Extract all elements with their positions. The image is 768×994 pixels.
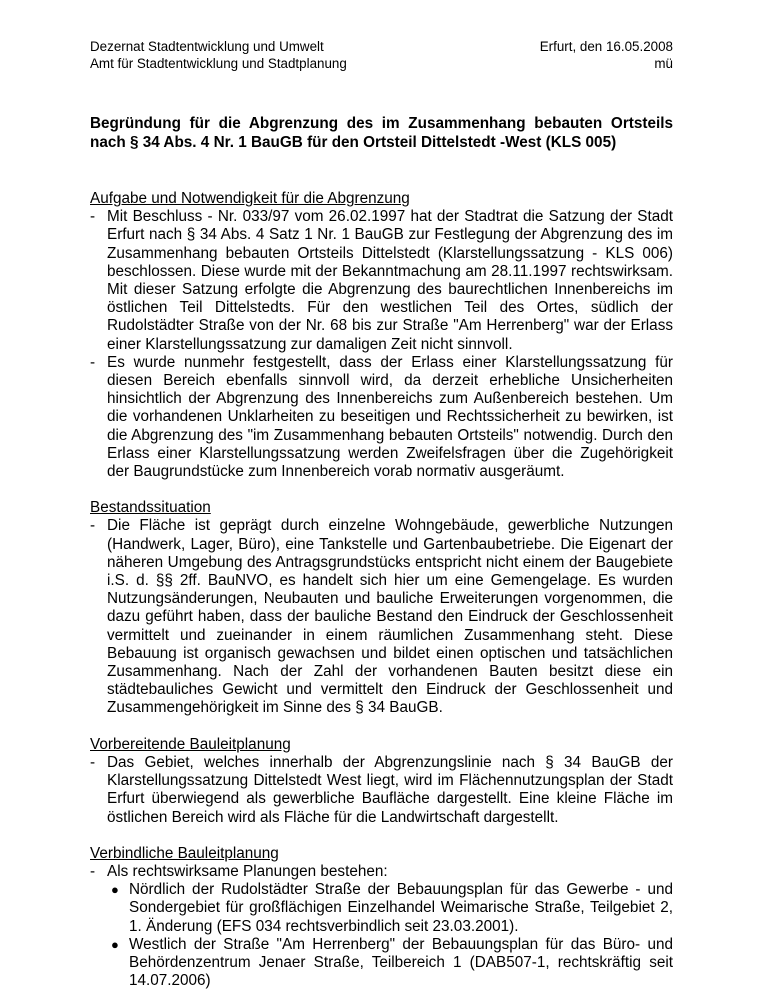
section-verbindliche-bauleitplanung [90, 845, 673, 991]
letterhead-date-block [540, 38, 673, 72]
document-title [90, 114, 673, 152]
title-line-1: Begründung für die Abgrenzung des im Zusammenhang bebauten Ortsteils [90, 115, 673, 132]
dash-marker: - [90, 353, 96, 371]
letterhead-department [90, 38, 347, 72]
list-item [90, 517, 673, 717]
list-item [90, 754, 673, 827]
section-heading: Vorbereitende Bauleitplanung [90, 735, 291, 753]
section-bestandssituation [90, 499, 673, 717]
section-aufgabe [90, 190, 673, 481]
dash-marker: - [90, 208, 96, 226]
list-item [90, 354, 673, 481]
list-item [90, 863, 673, 881]
bullet-list [90, 881, 673, 990]
bullet-item [107, 881, 673, 936]
dash-marker: - [90, 517, 96, 535]
bullet-item-text: Nördlich der Rudolstädter Straße der Bebauungsplan für das Gewerbe - und Sondergebiet für großflächigen Einzelhandel Weimarische Straße, Teilgebiet 2, 1. Änderung (EFS 034 rechtsverbindlich seit 23.03.2001). [129, 881, 673, 935]
section-heading: Bestandssituation [90, 499, 211, 517]
list-item-text: Die Fläche ist geprägt durch einzelne Wohngebäude, gewerbliche Nutzungen (Handwerk, Lager, Büro), eine Tankstelle und Gartenbaubetriebe. Die Eigenart der näheren Umgebung des Antragsgrundstücks entspricht nicht einem der Baugebiete i.S. d. §§ 2ff. BauNVO, es handelt sich hier um eine Gemengelage. Es wurden Nutzungsänderungen, Neubauten und bauliche Erweiterungen vorgenommen, die dazu geführt haben, dass der bauliche Bestand den Eindruck der Geschlossenheit vermittelt und zueinander in einem räumlichen Zusammenhang steht. Diese Bebauung ist organisch gewachsen und bildet einen optischen und tatsächlichen Zusammenhang. Nach der Zahl der vorhandenen Bauten besitzt diese ein städtebauliches Gewicht und vermittelt den Eindruck der Geschlossenheit und Zusammengehörigkeit im Sinne des § 34 BauGB. [107, 517, 673, 717]
document-page [90, 38, 673, 990]
list-item-text: Mit Beschluss - Nr. 033/97 vom 26.02.1997 hat der Stadtrat die Satzung der Stadt Erfurt nach § 34 Abs. 4 Satz 1 Nr. 1 BauGB zur Festlegung der Abgrenzung des im Zusammenhang bebauten Ortsteils Dittelstedt (Klarstellungssatzung - KLS 006) beschlossen. Diese wurde mit der Bekanntmachung am 28.11.1997 rechtswirksam. Mit dieser Satzung erfolgte die Abgrenzung des baurechtlichen Innenbereichs im östlichen Teil Dittelstedts. Für den westlichen Teil des Ortes, südlich der Rudolstädter Straße von der Nr. 68 bis zur Straße "Am Herrenberg" war der Erlass einer Klarstellungssatzung zur damaligen Zeit nicht sinnvoll. [107, 208, 673, 353]
section-heading: Verbindliche Bauleitplanung [90, 844, 279, 862]
place-date: Erfurt, den 16.05.2008 [539, 39, 673, 54]
office-name: Amt für Stadtentwicklung und Stadtplanung [90, 56, 347, 71]
dash-marker: - [90, 753, 96, 771]
dash-marker: - [90, 862, 96, 880]
section-vorbereitende-bauleitplanung [90, 736, 673, 827]
bullet-item [107, 936, 673, 991]
bullet-item-text: Westlich der Straße "Am Herrenberg" der Bebauungsplan für das Büro- und Behördenzentrum Jenaer Straße, Teilbereich 1 (DAB507-1, rechtskräftig seit 14.07.2006) [129, 935, 673, 990]
department-name: Dezernat Stadtentwicklung und Umwelt [90, 39, 324, 54]
list-item [90, 208, 673, 354]
bullet-icon: ● [111, 936, 119, 952]
bullet-icon: ● [111, 882, 119, 898]
title-line-2: nach § 34 Abs. 4 Nr. 1 BauGB für den Ortsteil Dittelstedt -West (KLS 005) [90, 134, 617, 151]
list-item-text: Es wurde nunmehr festgestellt, dass der Erlass einer Klarstellungssatzung für diesen Bereich ebenfalls sinnvoll wird, da derzeit erhebliche Unsicherheiten hinsichtlich der Abgrenzung des Innenbereichs zum Außenbereich bestehen. Um die vorhandenen Unklarheiten zu beseitigen und Rechtssicherheit zu bewirken, ist die Abgrenzung des "im Zusammenhang bebauten Ortsteils" notwendig. Durch den Erlass einer Klarstellungssatzung werden Zweifelsfragen über die Zugehörigkeit der Baugrundstücke zum Innenbereich vorab normativ ausgeräumt. [107, 353, 673, 481]
list-item-text: Als rechtswirksame Planungen bestehen: [107, 862, 388, 880]
letterhead [90, 38, 673, 72]
author-initials: mü [654, 56, 673, 71]
list-item-text: Das Gebiet, welches innerhalb der Abgrenzungslinie nach § 34 BauGB der Klarstellungssatzung Dittelstedt West liegt, wird im Flächennutzungsplan der Stadt Erfurt überwiegend als gewerbliche Baufläche dargestellt. Eine kleine Fläche im östlichen Bereich wird als Fläche für die Landwirtschaft dargestellt. [107, 753, 673, 826]
section-heading: Aufgabe und Notwendigkeit für die Abgrenzung [90, 190, 410, 207]
